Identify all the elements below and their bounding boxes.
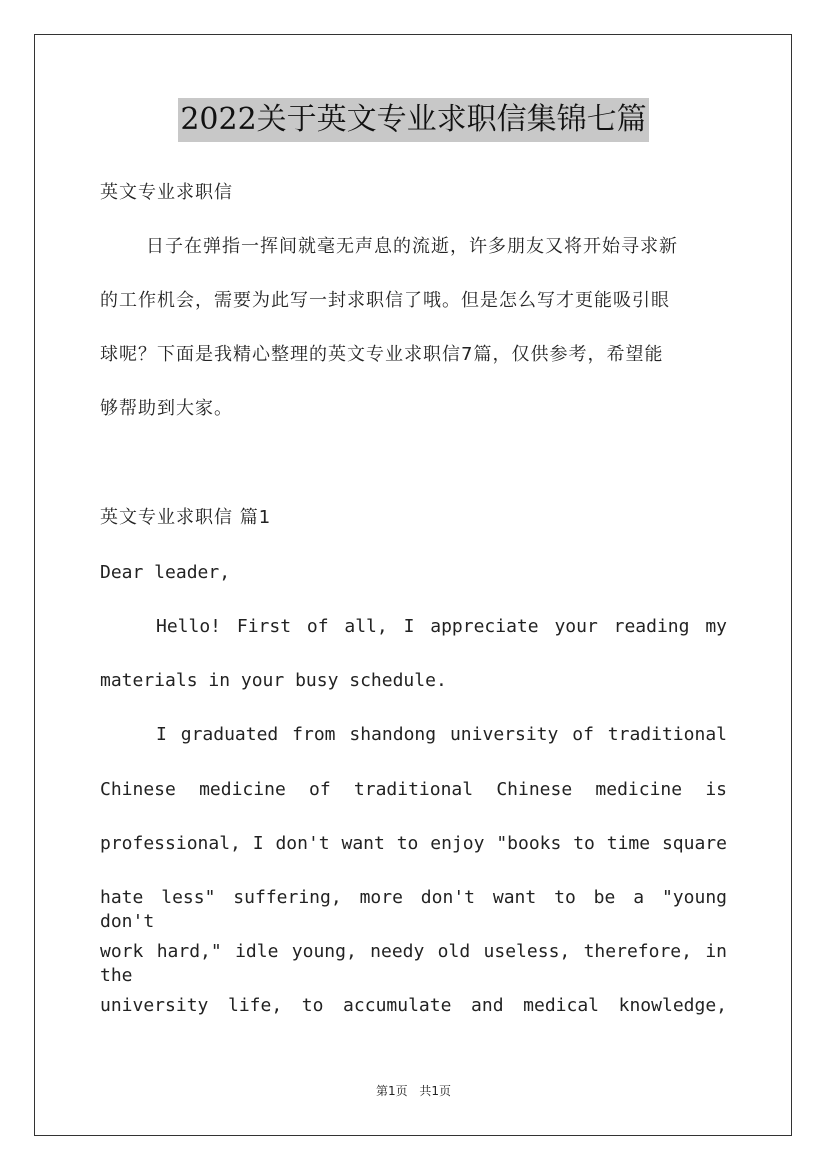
body-line: I graduated from shandong university of traditional [156,724,727,745]
page-footer [0,1083,827,1099]
title-container [0,98,827,142]
intro-line: 的工作机会，需要为此写一封求职信了哦。但是怎么写才更能吸引眼 [100,290,670,311]
document-title: 2022关于英文专业求职信集锦七篇 [178,98,648,142]
body-line: hate less" suffering, more don't want to be a "young don't [100,887,727,932]
body-line: materials in your busy schedule. [100,670,447,691]
body-line: Hello! First of all, I appreciate your reading my [156,616,727,637]
page-number: 第1页 [375,1084,408,1098]
salutation: Dear leader, [100,562,231,583]
body-line: professional, I don't want to enjoy "books to time square [100,833,727,854]
article-heading: 英文专业求职信 篇1 [100,507,272,528]
body-line: Chinese medicine of traditional Chinese medicine is [100,779,727,800]
section-heading: 英文专业求职信 [100,182,233,203]
page-total: 共1页 [419,1084,452,1098]
intro-line: 日子在弹指一挥间就毫无声息的流逝，许多朋友又将开始寻求新 [146,236,678,257]
intro-line: 够帮助到大家。 [100,398,233,419]
body-line: work hard," idle young, needy old useless, therefore, in the [100,941,727,986]
body-line: university life, to accumulate and medical knowledge, [100,995,727,1016]
intro-line: 球呢？下面是我精心整理的英文专业求职信7篇，仅供参考，希望能 [100,344,664,365]
